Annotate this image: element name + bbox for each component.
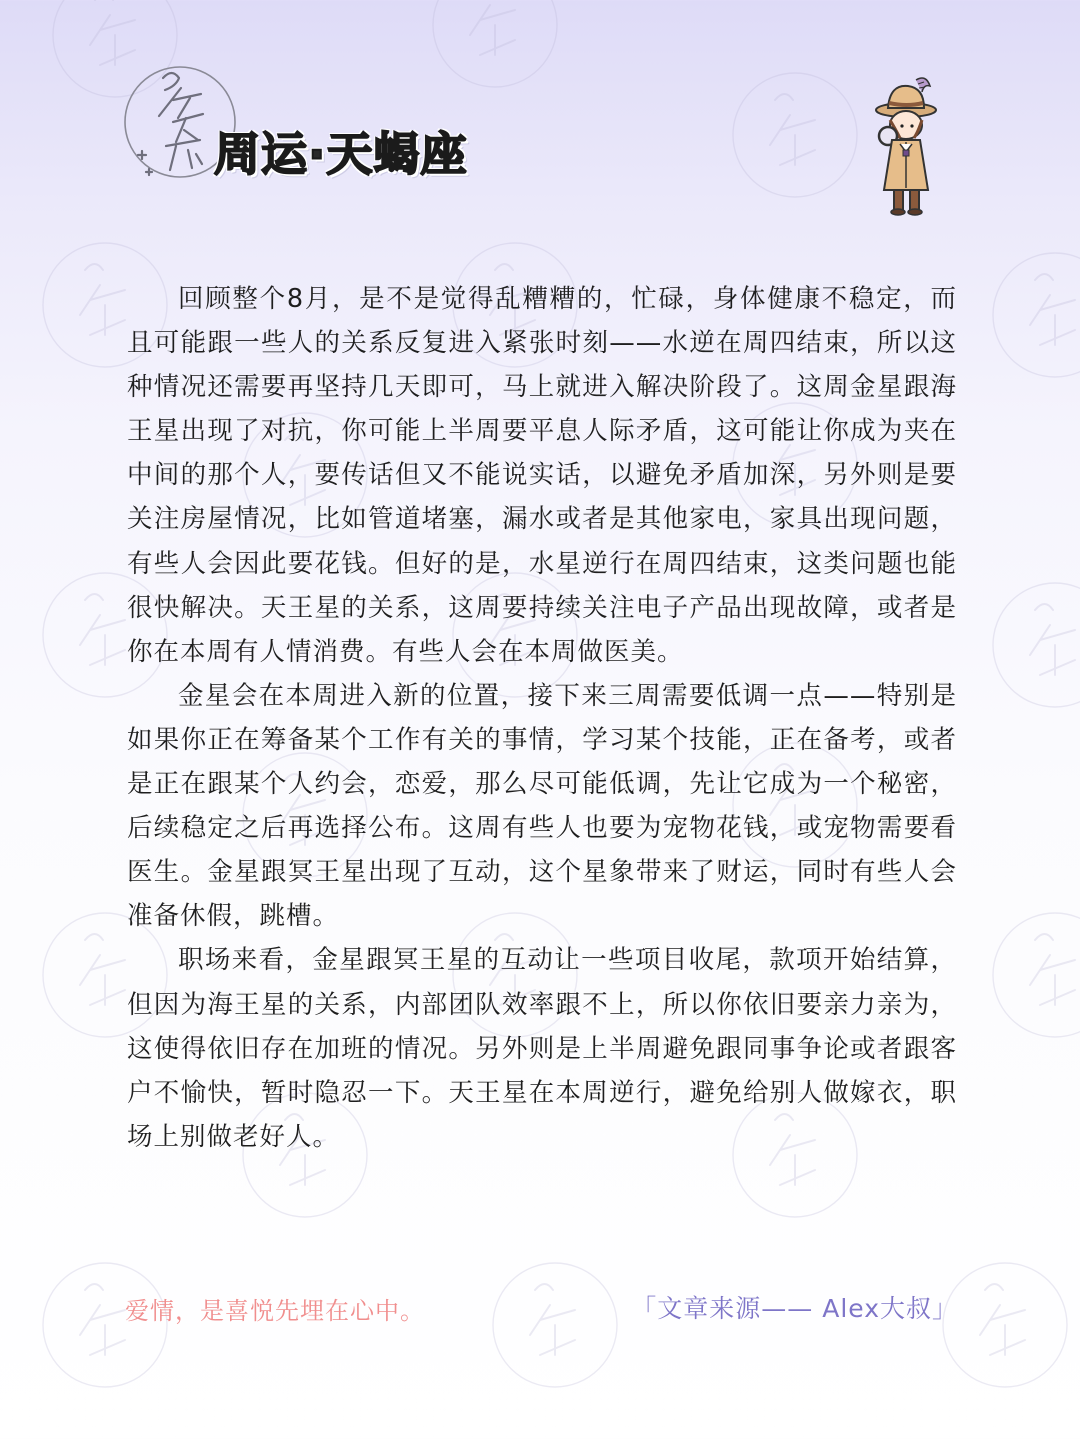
- watermark-logo-icon: [930, 1250, 1080, 1400]
- article-body: [127, 277, 957, 1159]
- watermark-logo-icon: [720, 60, 870, 210]
- watermark-logo-icon: [980, 570, 1080, 720]
- watermark-logo-icon: [980, 900, 1080, 1050]
- article-paragraph: 职场来看，金星跟冥王星的互动让一些项目收尾，款项开始结算，但因为海王星的关系，内部团队效率跟不上，所以你依旧要亲力亲为，这使得依旧存在加班的情况。另外则是上半周避免跟同事争论或者跟客户不愉快，暂时隐忍一下。天王星在本周逆行，避免给别人做嫁衣，职场上别做老好人。: [127, 945, 957, 1152]
- watermark-logo-icon: [480, 1250, 630, 1400]
- article-source-credit: 「文章来源—— Alex大叔」: [631, 1294, 958, 1323]
- watermark-logo-icon: [420, 0, 570, 100]
- article-paragraph: 回顾整个8月，是不是觉得乱糟糟的，忙碌，身体健康不稳定，而且可能跟一些人的关系反复进入紧张时刻——水逆在周四结束，所以这种情况还需要再坚持几天即可，马上就进入解决阶段了。这周金星跟海王星出现了对抗，你可能上半周要平息人际矛盾，这可能让你成为夹在中间的那个人，要传话但又不能说实话，以避免矛盾加深，另外则是要关注房屋情况，比如管道堵塞，漏水或者是其他家电，家具出现问题，有些人会因此要花钱。但好的是，水星逆行在周四结束，这类问题也能很快解决。天王星的关系，这周要持续关注电子产品出现故障，或者是你在本周有人情消费。有些人会在本周做医美。: [127, 284, 957, 667]
- detective-mascot-icon: [872, 70, 944, 220]
- watermark-logo-icon: [980, 240, 1080, 390]
- footer-quote: 爱情，是喜悦先埋在心中。: [125, 1297, 425, 1325]
- article-paragraph: 金星会在本周进入新的位置，接下来三周需要低调一点——特别是如果你正在筹备某个工作有关的事情，学习某个技能，正在备考，或者是正在跟某个人约会，恋爱，那么尽可能低调，先让它成为一个秘密，后续稳定之后再选择公布。这周有些人也要为宠物花钱，或宠物需要看医生。金星跟冥王星出现了互动，这个星象带来了财运，同时有些人会准备休假，跳槽。: [127, 680, 957, 932]
- page-title: 周运·天蝎座: [214, 127, 468, 181]
